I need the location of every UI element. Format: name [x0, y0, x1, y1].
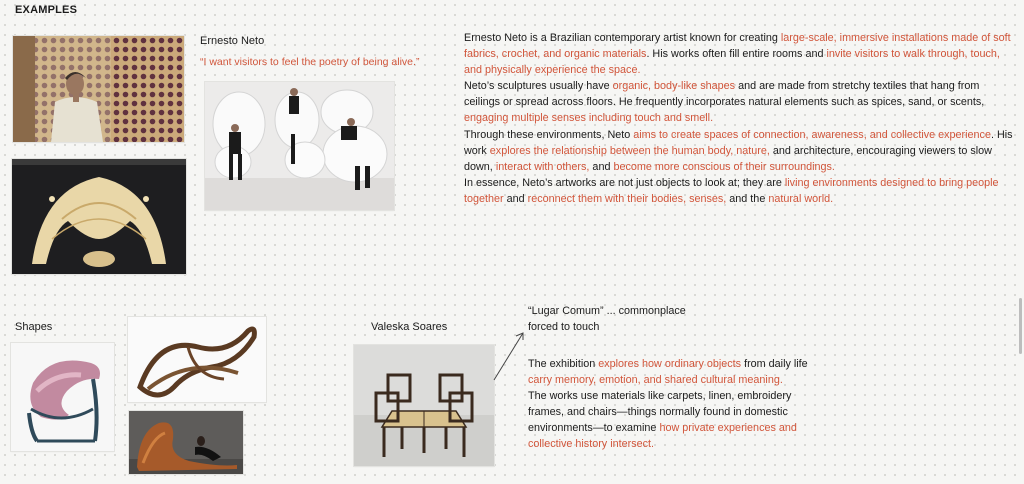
body-text: Ernesto Neto is a Brazilian contemporary artist known for creating: [464, 32, 781, 44]
body-text: . His work: [464, 128, 1013, 157]
neto-paragraph-4: [464, 175, 1016, 207]
connector-arrow: [490, 328, 530, 384]
highlighted-text: invite visitors to walk through, touch, and physically experience the space.: [464, 48, 1000, 77]
body-text: from daily life: [741, 358, 808, 370]
highlighted-text: reconnect them with their bodies, senses,: [527, 192, 727, 205]
soares-name-label: Valeska Soares: [371, 321, 448, 333]
neto-crochet-tent-image[interactable]: [12, 159, 186, 274]
body-text: The exhibition: [528, 358, 599, 370]
body-text: and the: [726, 192, 769, 205]
neto-installation-portrait-image[interactable]: [13, 36, 184, 142]
body-text: and: [589, 160, 614, 173]
highlighted-text: engaging multiple senses including touch and smell.: [464, 112, 714, 125]
soares-paragraph-1: [528, 356, 824, 388]
vertical-scrollbar[interactable]: [1019, 298, 1022, 354]
neto-name-label: Ernesto Neto: [200, 35, 265, 47]
highlighted-text: large-scale, immersive installations made of soft fabrics, crochet, and organic materials: [464, 32, 1011, 61]
highlighted-text: explores how ordinary objects: [598, 358, 742, 370]
soares-chairs-table-image[interactable]: [354, 345, 494, 466]
section-title: EXAMPLES: [15, 4, 78, 16]
neto-description: [464, 30, 1016, 207]
soares-description: [528, 356, 824, 453]
reclining-figure-sculpture-image[interactable]: [129, 411, 243, 474]
highlighted-text: become more conscious of their surroundings.: [613, 160, 835, 173]
highlighted-text: explores the relationship between the human body, nature,: [489, 144, 770, 157]
highlighted-text: how private experiences and collective history intersect.: [528, 422, 797, 451]
body-text: and architecture, encouraging viewers to slow down,: [464, 144, 992, 173]
neto-paragraph-1: [464, 30, 1016, 78]
highlighted-text: carry memory, emotion, and shared cultural meaning.: [528, 374, 783, 387]
neto-paragraph-3: [464, 127, 1016, 175]
soares-title-line-2: forced to touch: [528, 321, 600, 334]
highlighted-text: organic, body-like shapes: [612, 80, 736, 93]
highlighted-text: aims to create spaces of connection, awareness, and collective experience: [633, 128, 991, 141]
soares-paragraph-2: [528, 388, 824, 452]
highlighted-text: interact with others,: [495, 160, 590, 173]
highlighted-text: living environments designed to bring people together: [464, 176, 999, 205]
body-text: . His works often fill entire rooms and: [646, 48, 827, 61]
highlighted-text: natural world.: [768, 192, 834, 205]
curved-chair-image[interactable]: [11, 343, 114, 451]
body-text: Through these environments, Neto: [464, 128, 634, 141]
neto-quote: “I want visitors to feel the poetry of being alive.”: [200, 56, 420, 68]
body-text: The works use materials like carpets, linen, embroidery frames, and chairs—things normally found in domestic environments—to examine: [528, 390, 792, 435]
body-text: Neto’s sculptures usually have: [464, 80, 613, 93]
body-text: and: [503, 192, 528, 205]
soares-title: [528, 303, 758, 335]
neto-paragraph-2: [464, 78, 1016, 126]
body-text: In essence, Neto’s artworks are not just objects to look at; they are: [464, 176, 785, 189]
soares-title-line-1: “Lugar Comum” ... commonplace: [528, 305, 686, 317]
shapes-label: Shapes: [15, 321, 53, 333]
body-text: and are made from stretchy textiles that hang from ceilings or spread across floors. He frequently incorporates natural elements such as spices, sand, or scents,: [464, 80, 985, 109]
wooden-ribbon-sculpture-image[interactable]: [128, 317, 266, 402]
neto-white-pods-image[interactable]: [205, 82, 394, 210]
